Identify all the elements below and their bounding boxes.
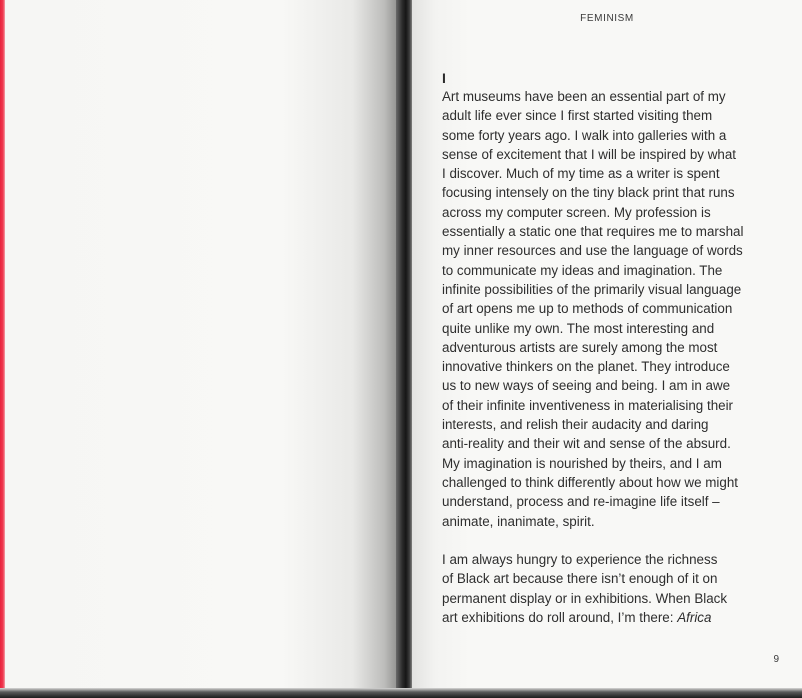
left-page-blank xyxy=(5,0,400,690)
section-number: I xyxy=(442,70,446,86)
text-line: Art museums have been an essential part of my xyxy=(442,89,726,104)
text-line: quite unlike my own. The most interesting and xyxy=(442,320,715,336)
bottom-shadow xyxy=(0,688,802,698)
page-number: 9 xyxy=(773,654,779,665)
paragraph-1 xyxy=(442,87,777,531)
text-line: innovative thinkers on the planet. They introduce xyxy=(442,359,730,375)
text-line: of Black art because there isn’t enough of it on xyxy=(442,571,718,587)
text-line: My imagination is nourished by theirs, and I am xyxy=(442,455,722,471)
running-head: FEMINISM xyxy=(580,13,634,24)
paragraph-gap xyxy=(442,531,777,550)
text-line: across my computer screen. My profession is xyxy=(442,204,711,220)
text-line: adult life ever since I first started visiting them xyxy=(442,108,713,124)
text-line: to communicate my ideas and imagination. The xyxy=(442,262,723,278)
text-line-last xyxy=(442,608,777,627)
text-line: understand, process and re-imagine life itself – xyxy=(442,494,720,510)
text-line-prefix: art exhibitions do roll around, I’m there: xyxy=(442,610,678,626)
right-page xyxy=(412,0,802,690)
text-line: essentially a static one that requires me to marshal xyxy=(442,224,744,240)
text-line: of art opens me up to methods of communication xyxy=(442,301,733,317)
text-line: I am always hungry to experience the richness xyxy=(442,552,718,568)
body-text xyxy=(442,87,777,627)
text-line: challenged to think differently about how we might xyxy=(442,474,739,490)
text-line: infinite possibilities of the primarily visual language xyxy=(442,281,742,297)
text-line: anti-reality and their wit and sense of the absurd. xyxy=(442,436,731,452)
text-line: some forty years ago. I walk into galleries with a xyxy=(442,127,727,143)
text-line: focusing intensely on the tiny black print that runs xyxy=(442,185,735,201)
text-line: adventurous artists are surely among the most xyxy=(442,339,718,355)
italic-title: Africa xyxy=(677,610,712,626)
text-line: sense of excitement that I will be inspired by what xyxy=(442,146,736,162)
text-line: I discover. Much of my time as a writer is spent xyxy=(442,166,720,182)
text-line: permanent display or in exhibitions. When Black xyxy=(442,590,728,606)
text-line: my inner resources and use the language of words xyxy=(442,243,743,259)
text-line: animate, inanimate, spirit. xyxy=(442,513,595,529)
text-line: of their infinite inventiveness in materialising their xyxy=(442,397,734,413)
text-line: us to new ways of seeing and being. I am in awe xyxy=(442,378,731,394)
text-line: interests, and relish their audacity and daring xyxy=(442,417,709,433)
paragraph-2 xyxy=(442,550,777,627)
